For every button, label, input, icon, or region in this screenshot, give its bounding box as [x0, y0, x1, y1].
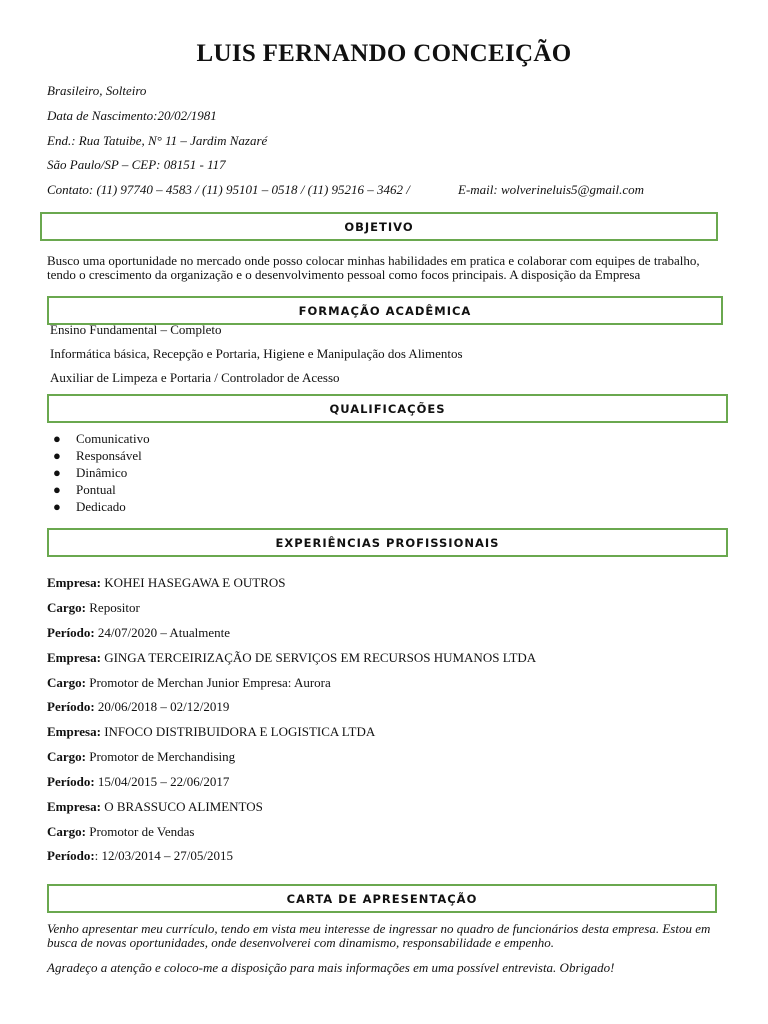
bullet-icon: ● — [53, 465, 61, 480]
exp-cargo: Cargo: Repositor — [47, 600, 140, 615]
exp-empresa: Empresa: GINGA TERCEIRIZAÇÃO DE SERVIÇOS EM RECURSOS HUMANOS LTDA — [47, 650, 537, 665]
bullet-icon: ● — [53, 499, 61, 514]
section-objetivo-label: OBJETIVO — [344, 219, 414, 234]
bullet-icon: ● — [53, 482, 61, 497]
list-item-label: Pontual — [76, 482, 116, 497]
exp-empresa: Empresa: KOHEI HASEGAWA E OUTROS — [47, 575, 286, 590]
section-carta — [47, 884, 717, 913]
exp-cargo: Cargo: Promotor de Vendas — [47, 824, 195, 839]
section-experiencias-label: EXPERIÊNCIAS PROFISSIONAIS — [275, 535, 500, 550]
list-item-label: Responsável — [76, 448, 142, 463]
section-carta-label: CARTA DE APRESENTAÇÃO — [286, 891, 478, 906]
carta-paragraph-2: Agradeço a atenção e coloco-me a disposição para mais informações em uma possível entrevista. Obrigado! — [47, 960, 615, 975]
list-item — [47, 464, 150, 481]
address: End.: Rua Tatuibe, N° 11 – Jardim Nazaré — [47, 133, 268, 148]
list-item — [47, 430, 150, 447]
objetivo-text: Busco uma oportunidade no mercado onde posso colocar minhas habilidades em pratica e colaborar com equipes de trabalho, tendo o crescimento da organização e o desenvolvimento pessoal como focos principais. A disposição da Empresa — [47, 253, 700, 282]
carta-paragraph-1: Venho apresentar meu currículo, tendo em vista meu interesse de ingressar no quadro de funcionários desta empresa. Estou em busca de novas oportunidades, onde desenvolverei com dinamismo, responsabilidade e empenho. — [47, 921, 711, 950]
contact-email: E-mail: wolverineluis5@gmail.com — [458, 182, 644, 197]
exp-cargo: Cargo: Promotor de Merchandising — [47, 749, 236, 764]
list-item — [47, 447, 150, 464]
exp-periodo: Período:: 12/03/2014 – 27/05/2015 — [47, 848, 233, 863]
bullet-icon: ● — [53, 431, 61, 446]
bullet-icon: ● — [53, 448, 61, 463]
exp-periodo: Período: 24/07/2020 – Atualmente — [47, 625, 231, 640]
formacao-item: Auxiliar de Limpeza e Portaria / Controlador de Acesso — [50, 370, 340, 385]
exp-periodo: Período: 15/04/2015 – 22/06/2017 — [47, 774, 230, 789]
section-experiencias — [47, 528, 728, 557]
list-item-label: Comunicativo — [76, 431, 150, 446]
exp-empresa: Empresa: INFOCO DISTRIBUIDORA E LOGISTICA LTDA — [47, 724, 376, 739]
nationality-status: Brasileiro, Solteiro — [47, 83, 147, 98]
list-item — [47, 498, 150, 515]
section-qualificacoes-label: QUALIFICAÇÕES — [329, 401, 446, 416]
formacao-item: Ensino Fundamental – Completo — [50, 322, 222, 337]
exp-empresa: Empresa: O BRASSUCO ALIMENTOS — [47, 799, 263, 814]
section-formacao — [47, 296, 723, 325]
list-item-label: Dinâmico — [76, 465, 128, 480]
list-item-label: Dedicado — [76, 499, 126, 514]
birth-date: Data de Nascimento:20/02/1981 — [47, 108, 217, 123]
list-item — [47, 481, 150, 498]
resume-name: LUIS FERNANDO CONCEIÇÃO — [196, 40, 572, 67]
qualificacoes-list — [47, 430, 150, 515]
section-formacao-label: FORMAÇÃO ACADÊMICA — [298, 303, 472, 318]
formacao-item: Informática básica, Recepção e Portaria, Higiene e Manipulação dos Alimentos — [50, 346, 463, 361]
contact-phones: Contato: (11) 97740 – 4583 / (11) 95101 – 0518 / (11) 95216 – 3462 / — [47, 182, 410, 197]
section-qualificacoes — [47, 394, 728, 423]
city-zip: São Paulo/SP – CEP: 08151 - 117 — [47, 157, 226, 172]
exp-periodo: Período: 20/06/2018 – 02/12/2019 — [47, 699, 230, 714]
exp-cargo: Cargo: Promotor de Merchan Junior Empresa: Aurora — [47, 675, 331, 690]
section-objetivo — [40, 212, 718, 241]
